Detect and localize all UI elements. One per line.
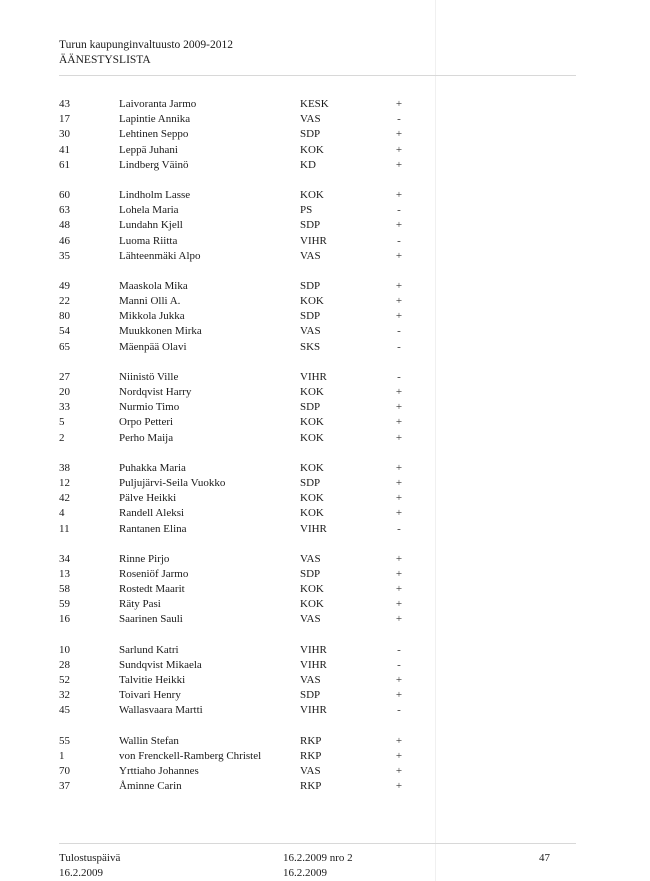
vote-row [59, 673, 579, 688]
member-vote: + [395, 567, 403, 580]
member-name: Luoma Riitta [119, 234, 178, 247]
header-divider [59, 75, 576, 76]
member-name: Maaskola Mika [119, 279, 188, 292]
member-name: Lundahn Kjell [119, 219, 183, 232]
member-party: VIHR [300, 234, 327, 247]
member-name: Laivoranta Jarmo [119, 98, 197, 110]
vote-row [59, 749, 579, 764]
member-number: 55 [59, 734, 70, 747]
member-number: 16 [59, 613, 70, 626]
member-vote: + [395, 613, 403, 626]
member-number: 33 [59, 401, 70, 414]
member-number: 60 [59, 188, 70, 201]
member-number: 61 [59, 158, 70, 171]
member-name: Sarlund Katri [119, 643, 179, 656]
vote-row [59, 506, 579, 521]
vote-row [59, 643, 579, 658]
council-title: Turun kaupunginvaltuusto 2009-2012 [59, 39, 233, 51]
vote-row [59, 461, 579, 476]
member-vote: - [397, 643, 401, 656]
vote-group [59, 188, 579, 264]
member-vote: + [395, 689, 403, 702]
member-vote: + [395, 188, 403, 201]
member-number: 48 [59, 219, 70, 232]
member-vote: + [395, 507, 403, 520]
vote-row [59, 522, 579, 537]
member-vote: - [397, 658, 401, 671]
member-party: SKS [300, 340, 321, 353]
member-party: SDP [300, 689, 321, 702]
member-party: KESK [300, 98, 329, 110]
member-name: Muukkonen Mirka [119, 325, 202, 338]
member-vote: + [395, 598, 403, 611]
member-vote: - [397, 340, 401, 353]
member-party: RKP [300, 749, 322, 762]
member-number: 35 [59, 249, 70, 262]
member-number: 22 [59, 295, 70, 308]
vote-row [59, 127, 579, 142]
vote-row [59, 597, 579, 612]
member-name: Talvitie Heikki [119, 674, 186, 686]
member-party: SDP [300, 128, 321, 141]
member-name: Rantanen Elina [119, 522, 187, 535]
member-vote: + [395, 249, 403, 262]
member-party: VAS [300, 249, 321, 262]
member-name: Orpo Petteri [119, 416, 174, 429]
member-party: SDP [300, 567, 321, 580]
vote-row [59, 279, 579, 294]
member-number: 20 [59, 386, 70, 398]
vote-row [59, 612, 579, 627]
member-vote: + [395, 295, 403, 308]
member-vote: + [395, 674, 403, 686]
member-vote: - [397, 234, 401, 247]
member-party: VAS [300, 552, 321, 565]
member-number: 42 [59, 492, 70, 505]
member-party: KOK [300, 386, 324, 398]
member-number: 46 [59, 234, 70, 247]
member-name: Toivari Henry [119, 689, 181, 702]
vote-row [59, 658, 579, 673]
member-party: VIHR [300, 704, 327, 717]
member-name: Lapintie Annika [119, 113, 191, 126]
print-date-label: Tulostuspäivä [59, 852, 121, 864]
vote-row [59, 309, 579, 324]
vote-row [59, 97, 579, 112]
page-number: 47 [539, 852, 550, 864]
member-name: Randell Aleksi [119, 507, 185, 520]
member-vote: + [395, 279, 403, 292]
member-party: KOK [300, 416, 324, 429]
member-party: VAS [300, 325, 321, 338]
vote-group [59, 279, 579, 355]
member-party: RKP [300, 734, 322, 747]
member-party: KOK [300, 188, 324, 201]
member-vote: - [397, 113, 401, 126]
member-name: Perho Maija [119, 431, 174, 444]
vote-row [59, 431, 579, 446]
member-number: 13 [59, 567, 70, 580]
vote-row [59, 400, 579, 415]
footer-print-date [59, 851, 120, 880]
vote-row [59, 370, 579, 385]
vote-row [59, 734, 579, 749]
member-name: Wallin Stefan [119, 734, 179, 747]
member-name: Nordqvist Harry [119, 386, 192, 398]
member-vote: + [395, 492, 403, 505]
member-number: 5 [59, 416, 65, 429]
member-name: Puljujärvi-Seila Vuokko [119, 476, 226, 489]
member-vote: + [395, 98, 403, 110]
member-vote: + [395, 310, 403, 323]
member-number: 11 [59, 522, 70, 535]
vote-row [59, 218, 579, 233]
vote-row [59, 764, 579, 779]
member-number: 70 [59, 764, 70, 777]
member-vote: + [395, 158, 403, 171]
member-number: 54 [59, 325, 70, 338]
member-party: KOK [300, 583, 324, 596]
vote-row [59, 188, 579, 203]
member-party: KOK [300, 295, 324, 308]
member-number: 45 [59, 704, 70, 717]
member-vote: + [395, 476, 403, 489]
member-number: 38 [59, 461, 70, 474]
member-party: SDP [300, 219, 321, 232]
member-number: 41 [59, 143, 70, 156]
member-name: Manni Olli A. [119, 295, 181, 308]
document-header [59, 38, 233, 68]
member-vote: + [395, 734, 403, 747]
member-number: 65 [59, 340, 70, 353]
member-party: SDP [300, 401, 321, 414]
member-number: 43 [59, 98, 70, 110]
member-number: 49 [59, 279, 70, 292]
vote-row [59, 234, 579, 249]
member-name: Rinne Pirjo [119, 552, 170, 565]
member-vote: + [395, 780, 403, 793]
vote-group [59, 370, 579, 446]
member-name: Sundqvist Mikaela [119, 658, 202, 671]
vote-group [59, 734, 579, 795]
member-vote: - [397, 325, 401, 338]
member-party: SDP [300, 310, 321, 323]
member-number: 59 [59, 598, 70, 611]
member-name: Niinistö Ville [119, 370, 179, 383]
member-name: Åminne Carin [119, 780, 182, 793]
member-vote: - [397, 704, 401, 717]
print-date-value: 16.2.2009 [59, 866, 103, 879]
member-party: VIHR [300, 522, 327, 535]
member-party: KOK [300, 492, 324, 505]
vote-row [59, 324, 579, 339]
vote-row [59, 582, 579, 597]
member-vote: + [395, 143, 403, 156]
vote-row [59, 203, 579, 218]
vote-group [59, 461, 579, 537]
vote-row [59, 158, 579, 173]
member-name: Lehtinen Seppo [119, 128, 189, 141]
member-name: Rostedt Maarit [119, 583, 185, 596]
vote-row [59, 249, 579, 264]
session-label: 16.2.2009 nro 2 [283, 852, 353, 864]
member-name: Leppä Juhani [119, 143, 178, 156]
member-party: VIHR [300, 370, 327, 383]
member-vote: + [395, 128, 403, 141]
member-name: Räty Pasi [119, 598, 161, 611]
vote-row [59, 476, 579, 491]
list-title: ÄÄNESTYSLISTA [59, 54, 151, 66]
member-party: VAS [300, 113, 321, 126]
member-number: 58 [59, 583, 70, 596]
footer-session [283, 851, 353, 880]
vote-group [59, 643, 579, 719]
member-name: Mäenpää Olavi [119, 340, 187, 353]
member-party: KOK [300, 598, 324, 611]
vote-group [59, 552, 579, 628]
member-name: Mikkola Jukka [119, 310, 185, 323]
member-number: 17 [59, 113, 70, 126]
member-vote: - [397, 204, 401, 217]
member-vote: + [395, 583, 403, 596]
member-name: von Frenckell-Ramberg Christel [119, 749, 262, 762]
member-name: Puhakka Maria [119, 461, 186, 474]
member-party: KOK [300, 143, 324, 156]
member-vote: + [395, 219, 403, 232]
member-party: VAS [300, 613, 321, 626]
member-number: 1 [59, 749, 65, 762]
member-number: 10 [59, 643, 70, 656]
member-vote: + [395, 749, 403, 762]
member-vote: - [397, 370, 401, 383]
member-number: 4 [59, 507, 65, 520]
member-number: 80 [59, 310, 70, 323]
member-name: Lindholm Lasse [119, 188, 191, 201]
member-number: 63 [59, 204, 70, 217]
member-vote: + [395, 386, 403, 398]
vote-row [59, 340, 579, 355]
vote-row [59, 294, 579, 309]
vote-row [59, 688, 579, 703]
member-party: VIHR [300, 643, 327, 656]
member-vote: - [397, 522, 401, 535]
member-party: RKP [300, 780, 322, 793]
member-number: 32 [59, 689, 70, 702]
vote-row [59, 415, 579, 430]
member-name: Yrttiaho Johannes [119, 764, 199, 777]
member-name: Saarinen Sauli [119, 613, 183, 626]
vote-row [59, 385, 579, 400]
vote-row [59, 703, 579, 718]
session-date: 16.2.2009 [283, 866, 327, 879]
member-name: Lindberg Väinö [119, 158, 189, 171]
member-party: VIHR [300, 658, 327, 671]
member-number: 34 [59, 552, 70, 565]
member-name: Roseniöf Jarmo [119, 567, 189, 580]
member-number: 52 [59, 674, 70, 686]
member-number: 2 [59, 431, 65, 444]
member-vote: + [395, 431, 403, 444]
member-number: 37 [59, 780, 70, 793]
member-number: 12 [59, 476, 70, 489]
member-name: Nurmio Timo [119, 401, 180, 414]
member-party: SDP [300, 476, 321, 489]
vote-row [59, 779, 579, 794]
member-vote: + [395, 764, 403, 777]
member-party: VAS [300, 764, 321, 777]
member-party: VAS [300, 674, 321, 686]
member-vote: + [395, 416, 403, 429]
footer-divider [59, 843, 576, 844]
member-name: Pälve Heikki [119, 492, 177, 505]
member-party: KOK [300, 431, 324, 444]
member-number: 30 [59, 128, 70, 141]
member-number: 28 [59, 658, 70, 671]
vote-row [59, 112, 579, 127]
member-number: 27 [59, 370, 70, 383]
vote-list [59, 97, 579, 809]
member-party: KOK [300, 507, 324, 520]
member-party: KOK [300, 461, 324, 474]
member-vote: + [395, 552, 403, 565]
vote-row [59, 552, 579, 567]
vote-group [59, 97, 579, 173]
vote-row [59, 567, 579, 582]
vote-row [59, 143, 579, 158]
member-name: Lohela Maria [119, 204, 179, 217]
member-vote: + [395, 461, 403, 474]
member-party: SDP [300, 279, 321, 292]
member-name: Lähteenmäki Alpo [119, 249, 201, 262]
member-party: PS [300, 204, 313, 217]
member-name: Wallasvaara Martti [119, 704, 203, 717]
member-party: KD [300, 158, 316, 171]
vote-row [59, 491, 579, 506]
member-vote: + [395, 401, 403, 414]
